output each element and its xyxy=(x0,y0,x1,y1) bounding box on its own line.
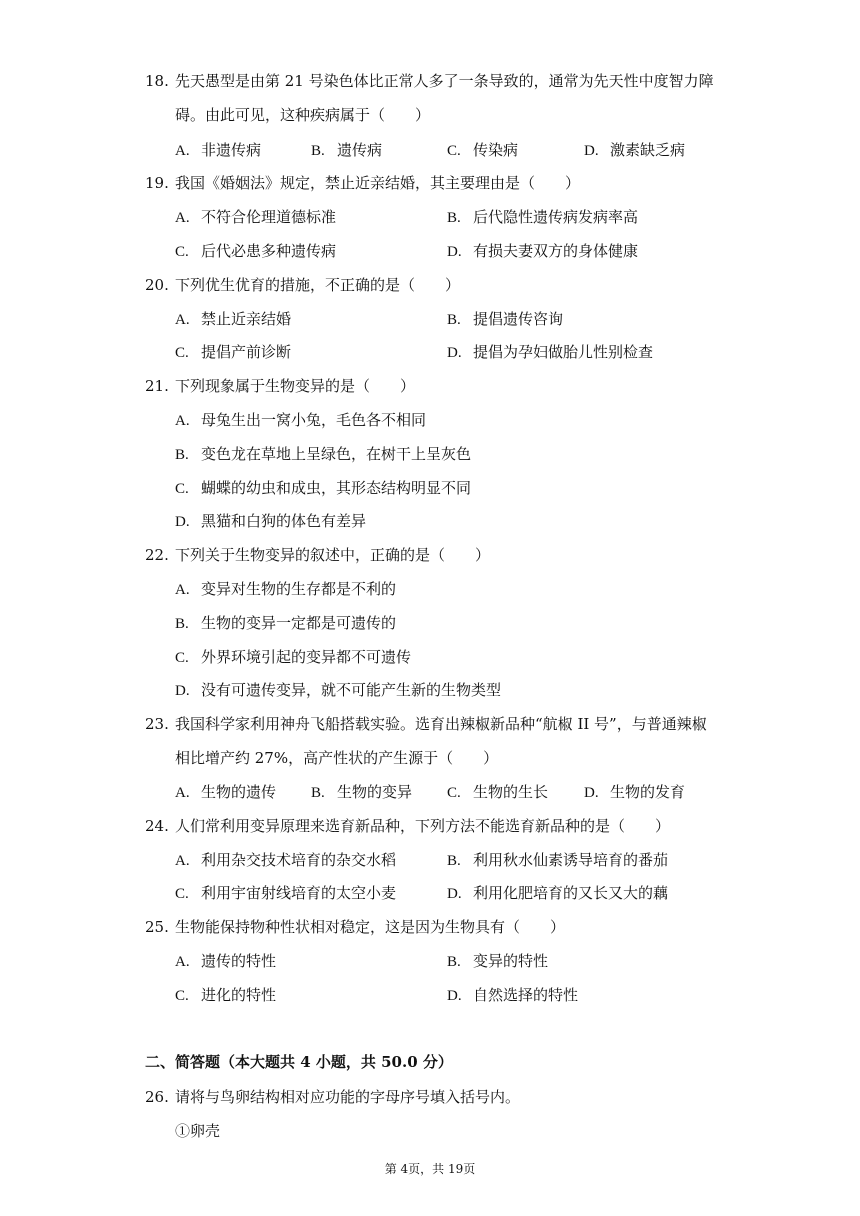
question-22 xyxy=(145,545,490,565)
option-d: D. 生物的发育 xyxy=(584,783,686,801)
option-b: B. 生物的变异 xyxy=(311,783,413,801)
option-b: B. 遗传病 xyxy=(311,141,383,159)
question-number: 22. xyxy=(145,546,169,564)
question-24 xyxy=(145,816,670,836)
section-heading: 二、简答题（本大题共 4 小题，共 50.0 分） xyxy=(145,1053,453,1071)
question-26-item: ①卵壳 xyxy=(175,1122,221,1140)
option-b: B. 后代隐性遗传病发病率高 xyxy=(447,208,639,226)
question-18-continuation: 碍。由此可见，这种疾病属于（ ） xyxy=(175,106,431,124)
option-a: A. 不符合伦理道德标准 xyxy=(175,208,337,226)
question-18 xyxy=(145,71,714,91)
question-21 xyxy=(145,376,415,396)
option-c: C. 后代必患多种遗传病 xyxy=(175,242,337,260)
option-d: D. 提倡为孕妇做胎儿性别检查 xyxy=(447,343,654,361)
question-text: 我国《婚姻法》规定，禁止近亲结婚，其主要理由是（ ） xyxy=(175,174,581,192)
question-20 xyxy=(145,275,460,295)
option-c: C. 生物的生长 xyxy=(447,783,549,801)
question-number: 26. xyxy=(145,1088,169,1106)
option-a: A. 变异对生物的生存都是不利的 xyxy=(175,580,397,598)
question-number: 23. xyxy=(145,715,169,733)
option-d: D. 黑猫和白狗的体色有差异 xyxy=(175,512,367,530)
option-b: B. 提倡遗传咨询 xyxy=(447,310,564,328)
question-number: 21. xyxy=(145,377,169,395)
option-a: A. 遗传的特性 xyxy=(175,952,277,970)
question-number: 24. xyxy=(145,817,169,835)
question-number: 20. xyxy=(145,276,169,294)
option-a: A. 禁止近亲结婚 xyxy=(175,310,292,328)
option-d: D. 激素缺乏病 xyxy=(584,141,686,159)
option-c: C. 提倡产前诊断 xyxy=(175,343,292,361)
question-25 xyxy=(145,917,565,937)
option-c: C. 进化的特性 xyxy=(175,986,277,1004)
question-number: 25. xyxy=(145,918,169,936)
question-19 xyxy=(145,173,580,193)
option-b: B. 变色龙在草地上呈绿色，在树干上呈灰色 xyxy=(175,445,472,463)
question-text: 请将与鸟卵结构相对应功能的字母序号填入括号内。 xyxy=(175,1088,521,1106)
question-number: 19. xyxy=(145,174,169,192)
page-footer: 第 4页，共 19页 xyxy=(384,1162,476,1176)
option-b: B. 变异的特性 xyxy=(447,952,549,970)
question-23-continuation: 相比增产约 27%，高产性状的产生源于（ ） xyxy=(175,749,499,767)
option-a: A. 利用杂交技术培育的杂交水稻 xyxy=(175,851,397,869)
option-d: D. 有损夫妻双方的身体健康 xyxy=(447,242,639,260)
question-26 xyxy=(145,1087,520,1107)
question-text: 人们常利用变异原理来选育新品种，下列方法不能选育新品种的是（ ） xyxy=(175,817,671,835)
question-text: 下列现象属于生物变异的是（ ） xyxy=(175,377,416,395)
option-c: C. 传染病 xyxy=(447,141,519,159)
option-c: C. 利用宇宙射线培育的太空小麦 xyxy=(175,884,397,902)
question-text: 下列关于生物变异的叙述中，正确的是（ ） xyxy=(175,546,491,564)
question-number: 18. xyxy=(145,72,169,90)
option-a: A. 生物的遗传 xyxy=(175,783,277,801)
option-d: D. 利用化肥培育的又长又大的藕 xyxy=(447,884,669,902)
option-b: B. 生物的变异一定都是可遗传的 xyxy=(175,614,397,632)
option-a: A. 母兔生出一窝小兔，毛色各不相同 xyxy=(175,411,427,429)
option-c: C. 外界环境引起的变异都不可遗传 xyxy=(175,648,412,666)
option-d: D. 没有可遗传变异，就不可能产生新的生物类型 xyxy=(175,681,502,699)
question-23 xyxy=(145,714,707,734)
option-d: D. 自然选择的特性 xyxy=(447,986,579,1004)
option-a: A. 非遗传病 xyxy=(175,141,262,159)
question-text: 生物能保持物种性状相对稳定，这是因为生物具有（ ） xyxy=(175,918,566,936)
question-text: 下列优生优育的措施，不正确的是（ ） xyxy=(175,276,461,294)
question-text: 先天愚型是由第 21 号染色体比正常人多了一条导致的，通常为先天性中度智力障 xyxy=(175,72,714,90)
question-text: 我国科学家利用神舟飞船搭载实验。选育出辣椒新品种“航椒 II 号”，与普通辣椒 xyxy=(175,715,707,733)
option-c: C. 蝴蝶的幼虫和成虫，其形态结构明显不同 xyxy=(175,479,472,497)
option-b: B. 利用秋水仙素诱导培育的番茄 xyxy=(447,851,669,869)
